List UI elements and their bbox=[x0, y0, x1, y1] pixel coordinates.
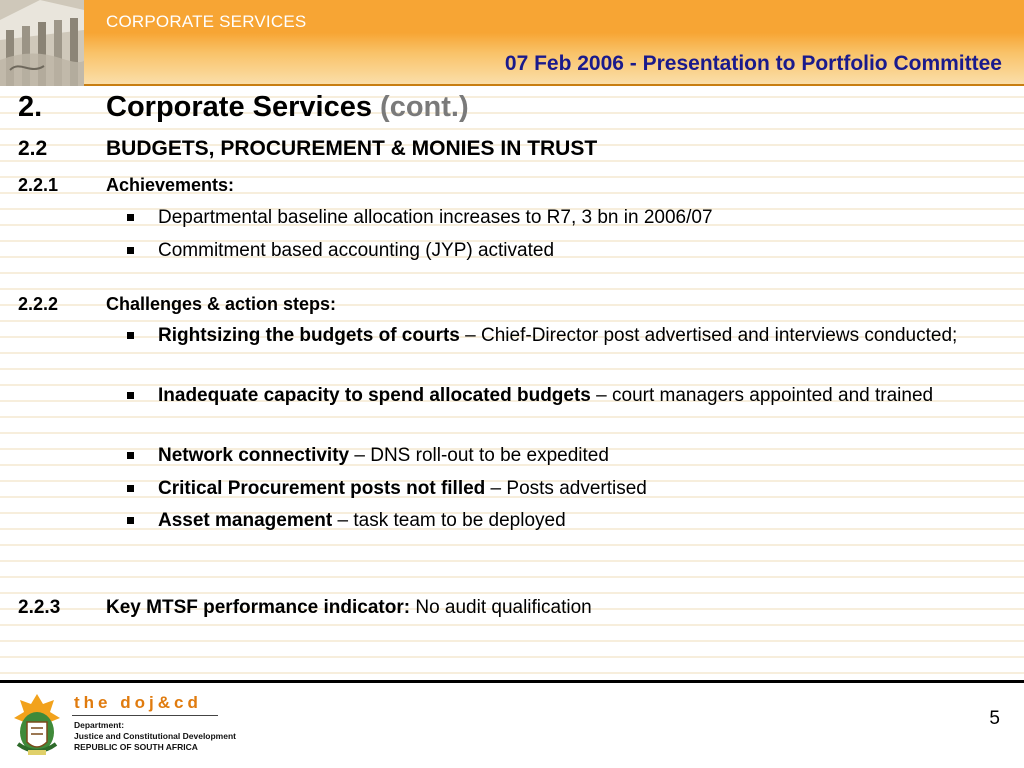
challenge-title: Inadequate capacity to spend allocated budgets bbox=[158, 385, 591, 406]
square-bullet-icon bbox=[127, 452, 134, 459]
achievements-label: Achievements: bbox=[106, 175, 235, 195]
brand-underline bbox=[72, 715, 218, 716]
challenge-text bbox=[158, 443, 978, 469]
square-bullet-icon bbox=[127, 214, 134, 221]
dept-label: Department: bbox=[74, 720, 125, 730]
achievement-text: Commitment based accounting (JYP) activated bbox=[158, 240, 555, 261]
title-text: Corporate Services bbox=[106, 91, 372, 123]
achievement-text: Departmental baseline allocation increases to R7, 3 bn in 2006/07 bbox=[158, 207, 713, 228]
footer-divider bbox=[0, 680, 1024, 683]
achievements-number: 2.2.1 bbox=[18, 175, 59, 195]
square-bullet-icon bbox=[127, 247, 134, 254]
square-bullet-icon bbox=[127, 485, 134, 492]
challenge-text bbox=[158, 383, 978, 409]
section-number: 2.2 bbox=[18, 137, 48, 160]
indicator-value: No audit qualification bbox=[410, 597, 592, 618]
challenge-title: Network connectivity bbox=[158, 445, 350, 466]
title-text-group bbox=[106, 91, 469, 124]
square-bullet-icon bbox=[127, 392, 134, 399]
dept-name: Justice and Constitutional Development bbox=[74, 731, 236, 741]
challenge-action: – Posts advertised bbox=[485, 478, 647, 499]
square-bullet-icon bbox=[127, 517, 134, 524]
section-text: BUDGETS, PROCUREMENT & MONIES IN TRUST bbox=[106, 137, 598, 160]
page-number: 5 bbox=[989, 708, 1000, 729]
challenge-text bbox=[158, 323, 978, 349]
challenge-title: Critical Procurement posts not filled bbox=[158, 478, 486, 499]
slide-header bbox=[0, 0, 1024, 86]
challenge-text bbox=[158, 476, 978, 502]
challenge-title: Rightsizing the budgets of courts bbox=[158, 325, 460, 346]
doj-brand: the doj&cd bbox=[74, 693, 202, 712]
presentation-subtitle: 07 Feb 2006 - Presentation to Portfolio Committee bbox=[504, 52, 1002, 75]
title-cont: (cont.) bbox=[380, 91, 469, 123]
challenge-title: Asset management bbox=[158, 510, 333, 531]
section-label: CORPORATE SERVICES bbox=[106, 12, 307, 31]
indicator-text bbox=[106, 597, 592, 619]
challenge-action: – Chief-Director post advertised and interviews conducted; bbox=[459, 325, 958, 346]
challenges-label: Challenges & action steps: bbox=[106, 294, 337, 314]
challenge-action: – DNS roll-out to be expedited bbox=[349, 445, 609, 466]
challenges-number: 2.2.2 bbox=[18, 294, 59, 314]
header-divider bbox=[84, 84, 1024, 86]
challenge-action: – task team to be deployed bbox=[332, 510, 566, 531]
challenge-text bbox=[158, 508, 978, 534]
country-name: REPUBLIC OF SOUTH AFRICA bbox=[74, 742, 198, 752]
square-bullet-icon bbox=[127, 332, 134, 339]
title-number: 2. bbox=[18, 91, 43, 123]
building-photo-icon bbox=[0, 0, 84, 86]
indicator-number: 2.2.3 bbox=[18, 597, 61, 618]
challenge-action: – court managers appointed and trained bbox=[590, 385, 934, 406]
indicator-label: Key MTSF performance indicator: bbox=[106, 597, 411, 618]
coat-of-arms-icon bbox=[10, 692, 64, 758]
